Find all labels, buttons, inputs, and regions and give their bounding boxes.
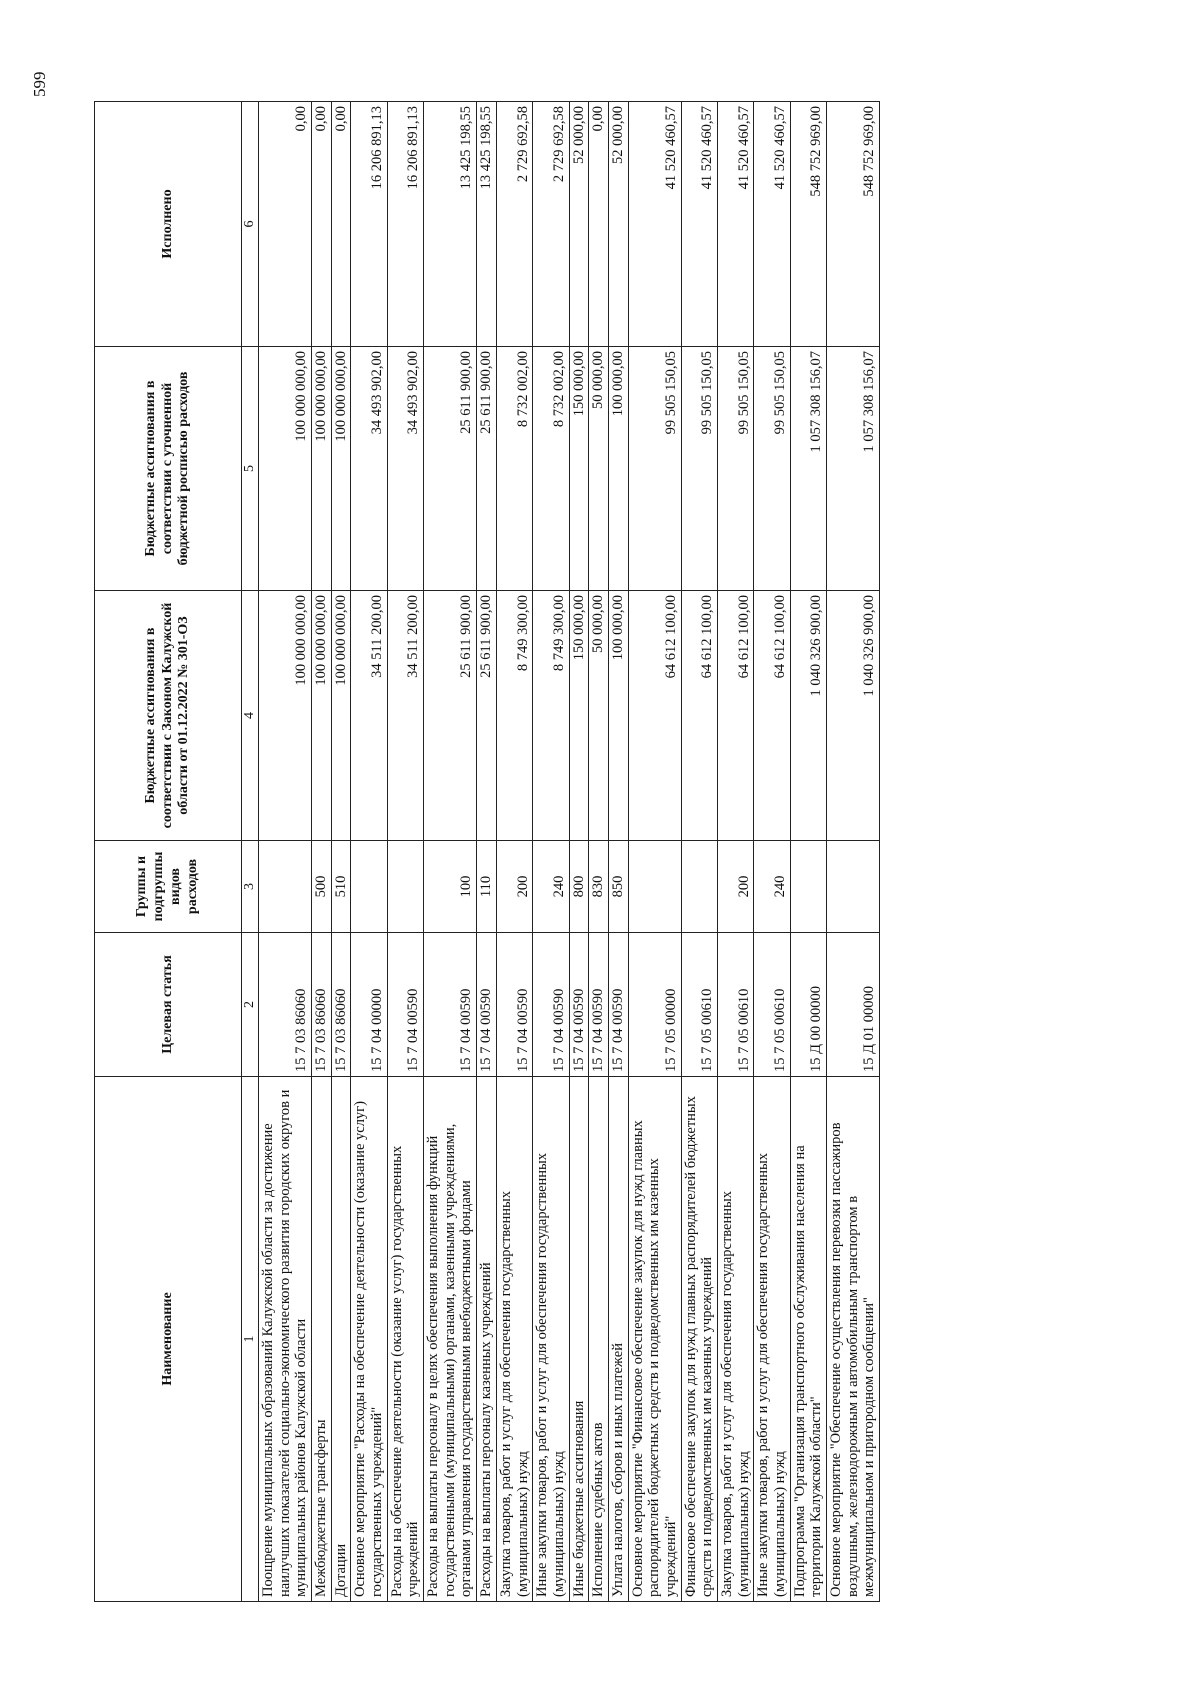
table-row bbox=[424, 102, 477, 1602]
row-law-amount: 25 611 900,00 bbox=[424, 591, 477, 841]
row-target-article: 15 7 04 00590 bbox=[477, 933, 497, 1077]
row-executed-amount: 41 520 460,57 bbox=[628, 102, 681, 347]
row-executed-amount: 548 752 969,00 bbox=[790, 102, 826, 347]
table-row bbox=[496, 102, 532, 1602]
row-name: Подпрограмма "Организация транспортного обслуживания населения на территории Калужской области" bbox=[790, 1077, 826, 1602]
row-law-amount: 25 611 900,00 bbox=[477, 591, 497, 841]
column-number: 3 bbox=[242, 841, 259, 933]
column-number: 5 bbox=[242, 347, 259, 591]
row-expense-group: 100 bbox=[424, 841, 477, 933]
row-target-article: 15 Д 01 00000 bbox=[826, 933, 879, 1077]
row-executed-amount: 41 520 460,57 bbox=[717, 102, 753, 347]
column-number: 2 bbox=[242, 933, 259, 1077]
row-target-article: 15 7 03 86060 bbox=[331, 933, 351, 1077]
row-target-article: 15 7 04 00000 bbox=[351, 933, 387, 1077]
row-target-article: 15 7 05 00610 bbox=[717, 933, 753, 1077]
row-name: Дотации bbox=[331, 1077, 351, 1602]
row-law-amount: 1 040 326 900,00 bbox=[790, 591, 826, 841]
row-target-article: 15 7 04 00590 bbox=[589, 933, 609, 1077]
page-number: 599 bbox=[30, 71, 49, 97]
column-number: 6 bbox=[242, 102, 259, 347]
table-row bbox=[717, 102, 753, 1602]
row-target-article: 15 7 04 00590 bbox=[533, 933, 569, 1077]
row-expense-group: 200 bbox=[496, 841, 532, 933]
table-body bbox=[259, 102, 880, 1602]
row-expense-group: 240 bbox=[754, 841, 790, 933]
header-executed: Исполнено bbox=[95, 102, 242, 347]
row-executed-amount: 0,00 bbox=[589, 102, 609, 347]
row-executed-amount: 0,00 bbox=[331, 102, 351, 347]
row-expense-group: 800 bbox=[569, 841, 589, 933]
row-law-amount: 34 511 200,00 bbox=[351, 591, 387, 841]
row-name: Финансовое обеспечение закупок для нужд главных распорядителей бюджетных средств и подведомственных им казенных учреждений bbox=[681, 1077, 717, 1602]
table-row bbox=[608, 102, 628, 1602]
row-target-article: 15 7 04 00590 bbox=[569, 933, 589, 1077]
row-revised-amount: 1 057 308 156,07 bbox=[790, 347, 826, 591]
row-law-amount: 100 000 000,00 bbox=[259, 591, 312, 841]
row-revised-amount: 99 505 150,05 bbox=[754, 347, 790, 591]
row-name: Иные закупки товаров, работ и услуг для обеспечения государственных (муниципальных) нужд bbox=[754, 1077, 790, 1602]
column-number-row bbox=[242, 102, 259, 1602]
row-target-article: 15 7 03 86060 bbox=[312, 933, 332, 1077]
table-row bbox=[351, 102, 387, 1602]
row-name: Расходы на обеспечение деятельности (оказание услуг) государственных учреждений bbox=[387, 1077, 423, 1602]
row-law-amount: 50 000,00 bbox=[589, 591, 609, 841]
row-executed-amount: 52 000,00 bbox=[608, 102, 628, 347]
header-revised-allocations: Бюджетные ассигнования в соответствии с уточненной бюджетной росписью расходов bbox=[95, 347, 242, 591]
row-revised-amount: 100 000,00 bbox=[608, 347, 628, 591]
row-law-amount: 8 749 300,00 bbox=[496, 591, 532, 841]
header-row bbox=[95, 102, 242, 1602]
row-name: Закупка товаров, работ и услуг для обеспечения государственных (муниципальных) нужд bbox=[496, 1077, 532, 1602]
row-expense-group: 510 bbox=[331, 841, 351, 933]
row-name: Уплата налогов, сборов и иных платежей bbox=[608, 1077, 628, 1602]
table-row bbox=[477, 102, 497, 1602]
row-target-article: 15 7 04 00590 bbox=[387, 933, 423, 1077]
row-name: Исполнение судебных актов bbox=[589, 1077, 609, 1602]
row-law-amount: 34 511 200,00 bbox=[387, 591, 423, 841]
column-number: 4 bbox=[242, 591, 259, 841]
row-law-amount: 100 000 000,00 bbox=[312, 591, 332, 841]
table-row bbox=[754, 102, 790, 1602]
row-law-amount: 64 612 100,00 bbox=[754, 591, 790, 841]
row-revised-amount: 100 000 000,00 bbox=[259, 347, 312, 591]
row-expense-group: 200 bbox=[717, 841, 753, 933]
row-expense-group bbox=[387, 841, 423, 933]
row-executed-amount: 52 000,00 bbox=[569, 102, 589, 347]
row-target-article: 15 7 04 00590 bbox=[496, 933, 532, 1077]
row-revised-amount: 25 611 900,00 bbox=[424, 347, 477, 591]
row-executed-amount: 548 752 969,00 bbox=[826, 102, 879, 347]
row-revised-amount: 8 732 002,00 bbox=[533, 347, 569, 591]
row-executed-amount: 41 520 460,57 bbox=[681, 102, 717, 347]
row-revised-amount: 50 000,00 bbox=[589, 347, 609, 591]
row-revised-amount: 25 611 900,00 bbox=[477, 347, 497, 591]
row-expense-group bbox=[790, 841, 826, 933]
row-expense-group: 830 bbox=[589, 841, 609, 933]
row-executed-amount: 0,00 bbox=[312, 102, 332, 347]
table-row bbox=[387, 102, 423, 1602]
row-name: Межбюджетные трансферты bbox=[312, 1077, 332, 1602]
row-expense-group bbox=[826, 841, 879, 933]
row-law-amount: 64 612 100,00 bbox=[681, 591, 717, 841]
row-law-amount: 64 612 100,00 bbox=[717, 591, 753, 841]
row-revised-amount: 99 505 150,05 bbox=[681, 347, 717, 591]
header-target-article: Целевая статья bbox=[95, 933, 242, 1077]
row-law-amount: 100 000 000,00 bbox=[331, 591, 351, 841]
row-expense-group bbox=[681, 841, 717, 933]
row-expense-group: 850 bbox=[608, 841, 628, 933]
row-revised-amount: 1 057 308 156,07 bbox=[826, 347, 879, 591]
row-name: Расходы на выплаты персоналу в целях обеспечения выполнения функций государственными (муниципальными) органами, казенными учреждениями, органами управления государственными внебюджетными фондами bbox=[424, 1077, 477, 1602]
row-revised-amount: 150 000,00 bbox=[569, 347, 589, 591]
row-revised-amount: 8 732 002,00 bbox=[496, 347, 532, 591]
table-row bbox=[259, 102, 312, 1602]
row-executed-amount: 13 425 198,55 bbox=[424, 102, 477, 347]
table-row bbox=[569, 102, 589, 1602]
row-target-article: 15 7 04 00590 bbox=[424, 933, 477, 1077]
row-revised-amount: 34 493 902,00 bbox=[387, 347, 423, 591]
row-target-article: 15 Д 00 00000 bbox=[790, 933, 826, 1077]
budget-table bbox=[94, 101, 880, 1602]
row-expense-group bbox=[351, 841, 387, 933]
row-revised-amount: 99 505 150,05 bbox=[628, 347, 681, 591]
row-name: Основное мероприятие "Обеспечение осуществления перевозки пассажиров воздушным, железнодорожным и автомобильным транспортом в межмуниципальном и пригородном сообщении" bbox=[826, 1077, 879, 1602]
row-name: Иные бюджетные ассигнования bbox=[569, 1077, 589, 1602]
row-expense-group: 240 bbox=[533, 841, 569, 933]
row-target-article: 15 7 03 86060 bbox=[259, 933, 312, 1077]
row-executed-amount: 41 520 460,57 bbox=[754, 102, 790, 347]
row-executed-amount: 13 425 198,55 bbox=[477, 102, 497, 347]
row-expense-group: 500 bbox=[312, 841, 332, 933]
row-expense-group: 110 bbox=[477, 841, 497, 933]
table-row bbox=[628, 102, 681, 1602]
row-target-article: 15 7 05 00000 bbox=[628, 933, 681, 1077]
row-law-amount: 150 000,00 bbox=[569, 591, 589, 841]
column-number: 1 bbox=[242, 1077, 259, 1602]
row-name: Основное мероприятие "Расходы на обеспечение деятельности (оказание услуг) государственных учреждений" bbox=[351, 1077, 387, 1602]
row-name: Поощрение муниципальных образований Калужской области за достижение наилучших показателей социально-экономического развития городских округов и муниципальных районов Калужской области bbox=[259, 1077, 312, 1602]
row-law-amount: 64 612 100,00 bbox=[628, 591, 681, 841]
table-row bbox=[681, 102, 717, 1602]
row-revised-amount: 34 493 902,00 bbox=[351, 347, 387, 591]
row-executed-amount: 2 729 692,58 bbox=[496, 102, 532, 347]
row-name: Иные закупки товаров, работ и услуг для обеспечения государственных (муниципальных) нужд bbox=[533, 1077, 569, 1602]
table-row bbox=[331, 102, 351, 1602]
row-expense-group bbox=[259, 841, 312, 933]
row-name: Закупка товаров, работ и услуг для обеспечения государственных (муниципальных) нужд bbox=[717, 1077, 753, 1602]
row-executed-amount: 2 729 692,58 bbox=[533, 102, 569, 347]
row-name: Расходы на выплаты персоналу казенных учреждений bbox=[477, 1077, 497, 1602]
table-row bbox=[533, 102, 569, 1602]
header-expense-groups: Группы и подгруппы видов расходов bbox=[95, 841, 242, 933]
table-row bbox=[589, 102, 609, 1602]
row-target-article: 15 7 04 00590 bbox=[608, 933, 628, 1077]
row-law-amount: 8 749 300,00 bbox=[533, 591, 569, 841]
row-target-article: 15 7 05 00610 bbox=[754, 933, 790, 1077]
row-law-amount: 100 000,00 bbox=[608, 591, 628, 841]
header-law-allocations: Бюджетные ассигнования в соответствии с Законом Калужской области от 01.12.2022 № 301-ОЗ bbox=[95, 591, 242, 841]
row-executed-amount: 16 206 891,13 bbox=[351, 102, 387, 347]
table-row bbox=[312, 102, 332, 1602]
row-executed-amount: 0,00 bbox=[259, 102, 312, 347]
row-name: Основное мероприятие "Финансовое обеспечение закупок для нужд главных распорядителей бюджетных средств и подведомственных им казенных учреждений" bbox=[628, 1077, 681, 1602]
row-revised-amount: 100 000 000,00 bbox=[331, 347, 351, 591]
row-target-article: 15 7 05 00610 bbox=[681, 933, 717, 1077]
table-row bbox=[826, 102, 879, 1602]
row-executed-amount: 16 206 891,13 bbox=[387, 102, 423, 347]
row-expense-group bbox=[628, 841, 681, 933]
row-revised-amount: 100 000 000,00 bbox=[312, 347, 332, 591]
header-name: Наименование bbox=[95, 1077, 242, 1602]
row-law-amount: 1 040 326 900,00 bbox=[826, 591, 879, 841]
row-revised-amount: 99 505 150,05 bbox=[717, 347, 753, 591]
table-row bbox=[790, 102, 826, 1602]
